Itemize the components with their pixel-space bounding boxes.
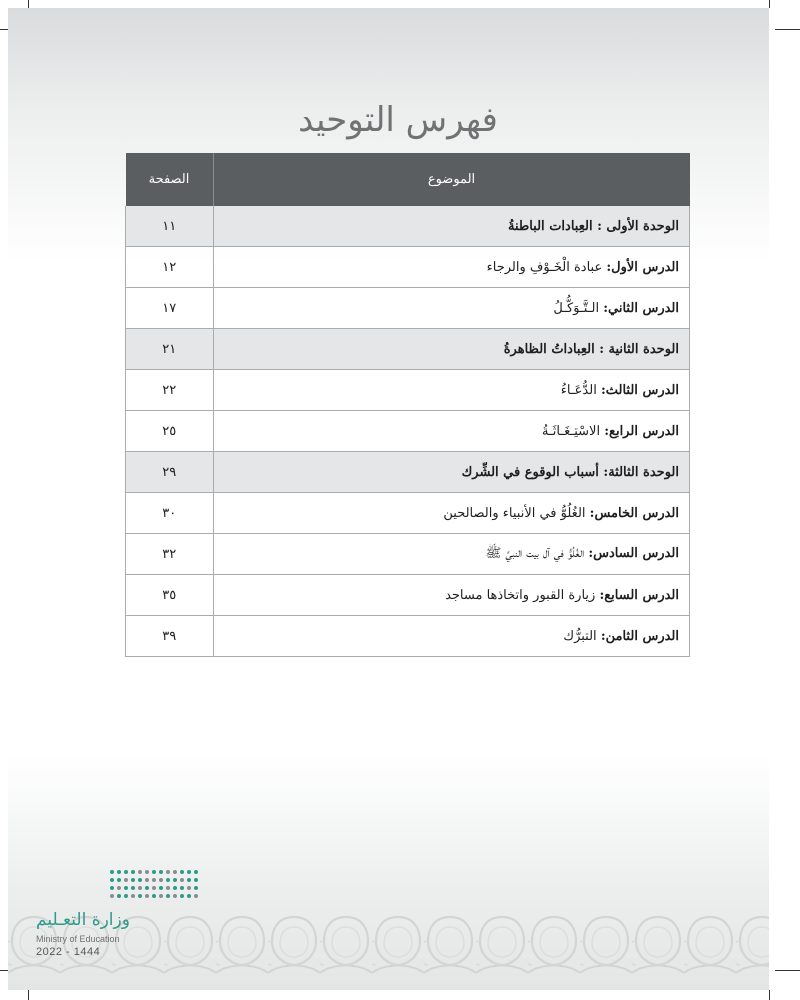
- row-title: أسباب الوقوع في الشِّرك: [461, 464, 599, 480]
- document-page: [8, 8, 769, 990]
- toc-page-number: ١٧: [126, 288, 214, 329]
- edition-year: 2022 - 1444: [36, 946, 101, 958]
- toc-row-unit[interactable]: [126, 206, 690, 247]
- toc-row-unit[interactable]: [126, 329, 690, 370]
- crop-mark: [0, 29, 8, 30]
- row-title: الغُلُوُّ في الأنبياء والصالحين: [443, 505, 590, 521]
- row-label: الدرس السادس:: [588, 545, 679, 561]
- toc-topic: [213, 452, 690, 493]
- header-topic: الموضوع: [213, 153, 690, 206]
- row-label: الدرس الثاني:: [603, 300, 679, 316]
- toc-topic: [213, 329, 690, 370]
- toc-row-lesson[interactable]: [126, 575, 690, 616]
- toc-row-lesson[interactable]: [126, 247, 690, 288]
- page-title: فهرس التوحيد: [298, 100, 498, 140]
- toc-topic: [213, 411, 690, 452]
- toc-topic: [213, 575, 690, 616]
- crop-mark: [28, 0, 29, 8]
- crop-mark: [769, 990, 770, 1000]
- toc-topic: [213, 616, 690, 657]
- toc-table: [125, 153, 690, 657]
- toc-row-lesson[interactable]: [126, 493, 690, 534]
- ministry-dots-logo-icon: [108, 866, 200, 906]
- toc-topic: [213, 288, 690, 329]
- row-title: العِبادات الباطنةُ: [507, 218, 593, 234]
- toc-page-number: ١٢: [126, 247, 214, 288]
- toc-topic: [213, 247, 690, 288]
- toc-row-lesson[interactable]: [126, 534, 690, 575]
- toc-page-number: ٢١: [126, 329, 214, 370]
- toc-page-number: ٣٢: [126, 534, 214, 575]
- row-title: التبرُّك: [563, 628, 601, 644]
- toc-topic: [213, 493, 690, 534]
- crop-mark: [775, 29, 800, 30]
- toc-page-number: ٢٩: [126, 452, 214, 493]
- toc-page-number: ٢٥: [126, 411, 214, 452]
- row-label: الدرس الأول:: [606, 259, 679, 275]
- crop-mark: [28, 990, 29, 1000]
- toc-topic: [213, 370, 690, 411]
- row-label: الدرس الثامن:: [600, 628, 679, 644]
- row-label: الدرس الثالث:: [600, 382, 679, 398]
- toc-page-number: ٣٠: [126, 493, 214, 534]
- toc-page-number: ٢٢: [126, 370, 214, 411]
- toc-page-number: ٣٥: [126, 575, 214, 616]
- row-title: الاسْتِـغَـاثَـةُ: [542, 423, 605, 439]
- toc-row-unit[interactable]: [126, 452, 690, 493]
- ministry-name-en: Ministry of Education: [36, 934, 120, 944]
- row-label: الوحدة الأولى :: [592, 218, 679, 234]
- toc-topic: [213, 206, 690, 247]
- row-label: الدرس الخامس:: [589, 505, 679, 521]
- row-title: العِباداتُ الظاهرةُ: [503, 341, 595, 357]
- ministry-name-ar: وزارة التعـليم: [36, 910, 130, 930]
- header-page: الصفحة: [126, 153, 214, 206]
- row-title: الـتَّـوَكُّـلُ: [553, 300, 604, 316]
- row-label: الوحدة الثالثة:: [598, 464, 679, 480]
- crop-mark: [0, 970, 8, 971]
- toc-row-lesson[interactable]: [126, 411, 690, 452]
- toc-page-number: ١١: [126, 206, 214, 247]
- row-title: الدُّعَـاءُ: [560, 382, 601, 398]
- toc-topic: [213, 534, 690, 575]
- row-label: الوحدة الثانية :: [594, 341, 679, 357]
- crop-mark: [775, 970, 800, 971]
- row-title: عبادة الْخَـوْفِ والرجاء: [486, 259, 607, 275]
- toc-row-lesson[interactable]: [126, 370, 690, 411]
- toc-header-row: [126, 153, 690, 206]
- row-label: الدرس الرابع:: [604, 423, 679, 439]
- row-title: زيارة القبور واتخاذها مساجد: [445, 587, 600, 603]
- ministry-logo: [36, 866, 206, 961]
- toc-page-number: ٣٩: [126, 616, 214, 657]
- row-label: الدرس السابع:: [599, 587, 679, 603]
- toc-row-lesson[interactable]: [126, 288, 690, 329]
- crop-mark: [769, 0, 770, 8]
- row-title: الغُلُوُّ في آل بيت النبيِّ ﷺ: [485, 545, 589, 561]
- toc-row-lesson[interactable]: [126, 616, 690, 657]
